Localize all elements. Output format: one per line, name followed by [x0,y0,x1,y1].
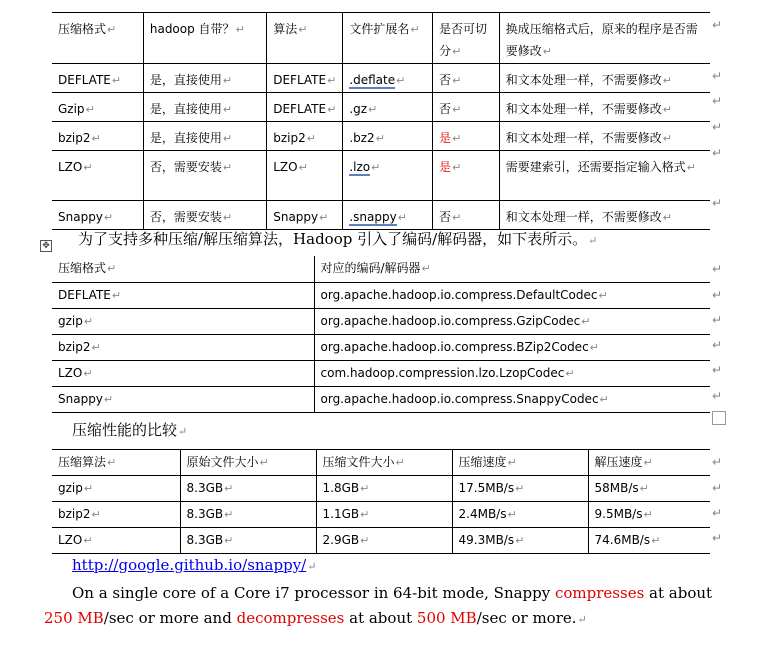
table-cell: 2.4MB/s↵ [452,502,588,528]
row-end-mark: ↵ [712,389,723,403]
row-end-mark: ↵ [712,338,723,352]
table-cell: 否↵ [433,93,500,122]
row-end-mark: ↵ [712,69,723,83]
table-cell: Snappy↵ [267,201,343,230]
table-row [52,282,710,308]
table-cell: .lzo↵ [343,151,433,201]
table-cell: DEFLATE↵ [267,93,343,122]
table-row [52,122,710,151]
table-cell: 49.3MB/s↵ [452,528,588,554]
snappy-link-line: http://google.github.io/snappy/↵ [72,556,317,574]
header-cell: 原始文件大小↵ [180,450,316,476]
table-cell: Snappy↵ [52,201,143,230]
performance-table [52,449,710,554]
header-cell: 是否可切分↵ [433,13,500,64]
header-cell: 压缩格式↵ [52,256,314,282]
table-cell: Snappy↵ [52,386,314,412]
snappy-paragraph: On a single core of a Core i7 processor in 64-bit mode, Snappy compresses at about 250 MB/sec or more and decompresses at about 500 MB/sec or more.↵ [44,584,713,627]
table-cell: 和文本处理一样，不需要修改↵ [499,93,710,122]
table-cell: org.apache.hadoop.io.compress.SnappyCodec↵ [314,386,710,412]
table-row [52,64,710,93]
codec-table [52,256,710,413]
table-row [52,93,710,122]
table-cell: gzip↵ [52,476,180,502]
table-cell: 是↵ [433,151,500,201]
table-header-row [52,450,710,476]
table-cell: bzip2↵ [52,502,180,528]
table-cell: 和文本处理一样，不需要修改↵ [499,122,710,151]
row-end-mark: ↵ [712,196,723,210]
intro-paragraph: 为了支持多种压缩/解压缩算法，Hadoop 引入了编码/解码器，如下表所示。↵ [78,230,598,248]
table-cell: 否，需要安装↵ [143,151,266,201]
table-row [52,308,710,334]
header-cell: 换成压缩格式后，原来的程序是否需要修改↵ [499,13,710,64]
header-cell: hadoop 自带？↵ [143,13,266,64]
move-handle-icon[interactable]: ✥ [40,240,52,252]
table-resize-handle[interactable] [712,411,726,425]
table-cell: 1.1GB↵ [316,502,452,528]
header-cell: 压缩文件大小↵ [316,450,452,476]
table-cell: 8.3GB↵ [180,476,316,502]
table-cell: LZO↵ [52,151,143,201]
table-cell: 是↵ [433,122,500,151]
table-cell: 否，需要安装↵ [143,201,266,230]
table-cell: 9.5MB/s↵ [588,502,710,528]
table-cell: LZO↵ [52,528,180,554]
row-end-mark: ↵ [712,94,723,108]
table-cell: bzip2↵ [267,122,343,151]
row-end-mark: ↵ [712,506,723,520]
table-cell: 8.3GB↵ [180,502,316,528]
table-cell: 74.6MB/s↵ [588,528,710,554]
table-cell: .snappy↵ [343,201,433,230]
table-cell: 17.5MB/s↵ [452,476,588,502]
row-end-mark: ↵ [712,455,723,469]
header-cell: 压缩格式↵ [52,13,143,64]
table-cell: 1.8GB↵ [316,476,452,502]
table-cell: 58MB/s↵ [588,476,710,502]
header-cell: 压缩算法↵ [52,450,180,476]
table-cell: bzip2↵ [52,122,143,151]
table-row [52,334,710,360]
table-cell: 是，直接使用↵ [143,93,266,122]
table-cell: 否↵ [433,201,500,230]
header-cell: 解压速度↵ [588,450,710,476]
table-cell: org.apache.hadoop.io.compress.DefaultCodec↵ [314,282,710,308]
table-header-row [52,13,710,64]
table-cell: 8.3GB↵ [180,528,316,554]
table-row [52,360,710,386]
table-cell: 否↵ [433,64,500,93]
table-cell: LZO↵ [52,360,314,386]
table-cell: 和文本处理一样，不需要修改↵ [499,201,710,230]
table-cell: DEFLATE↵ [52,282,314,308]
table-cell: com.hadoop.compression.lzo.LzopCodec↵ [314,360,710,386]
table-header-row [52,256,710,282]
header-cell: 压缩速度↵ [452,450,588,476]
table-row [52,386,710,412]
table-row [52,151,710,201]
header-cell: 文件扩展名↵ [343,13,433,64]
table-row [52,502,710,528]
table-row [52,528,710,554]
table-cell: .bz2↵ [343,122,433,151]
table-cell: 是，直接使用↵ [143,64,266,93]
table-cell: bzip2↵ [52,334,314,360]
compression-format-table [52,12,710,230]
row-end-mark: ↵ [712,288,723,302]
row-end-mark: ↵ [712,531,723,545]
table-cell: DEFLATE↵ [267,64,343,93]
performance-heading: 压缩性能的比较↵ [72,421,188,439]
row-end-mark: ↵ [712,481,723,495]
table-cell: Gzip↵ [52,93,143,122]
row-end-mark: ↵ [712,146,723,160]
table-cell: .gz↵ [343,93,433,122]
table-cell: LZO↵ [267,151,343,201]
row-end-mark: ↵ [712,363,723,377]
table-row [52,201,710,230]
header-cell: 对应的编码/解码器↵ [314,256,710,282]
header-cell: 算法↵ [267,13,343,64]
table-cell: 2.9GB↵ [316,528,452,554]
snappy-link[interactable]: http://google.github.io/snappy/ [72,556,307,574]
row-end-mark: ↵ [712,120,723,134]
table-cell: 需要建索引，还需要指定输入格式↵ [499,151,710,201]
row-end-mark: ↵ [712,262,723,276]
table-cell: 是，直接使用↵ [143,122,266,151]
table-cell: .deflate↵ [343,64,433,93]
table-cell: org.apache.hadoop.io.compress.GzipCodec↵ [314,308,710,334]
row-end-mark: ↵ [712,18,723,32]
table-cell: gzip↵ [52,308,314,334]
row-end-mark: ↵ [712,313,723,327]
table-cell: DEFLATE↵ [52,64,143,93]
table-row [52,476,710,502]
table-cell: org.apache.hadoop.io.compress.BZip2Codec↵ [314,334,710,360]
table-cell: 和文本处理一样，不需要修改↵ [499,64,710,93]
